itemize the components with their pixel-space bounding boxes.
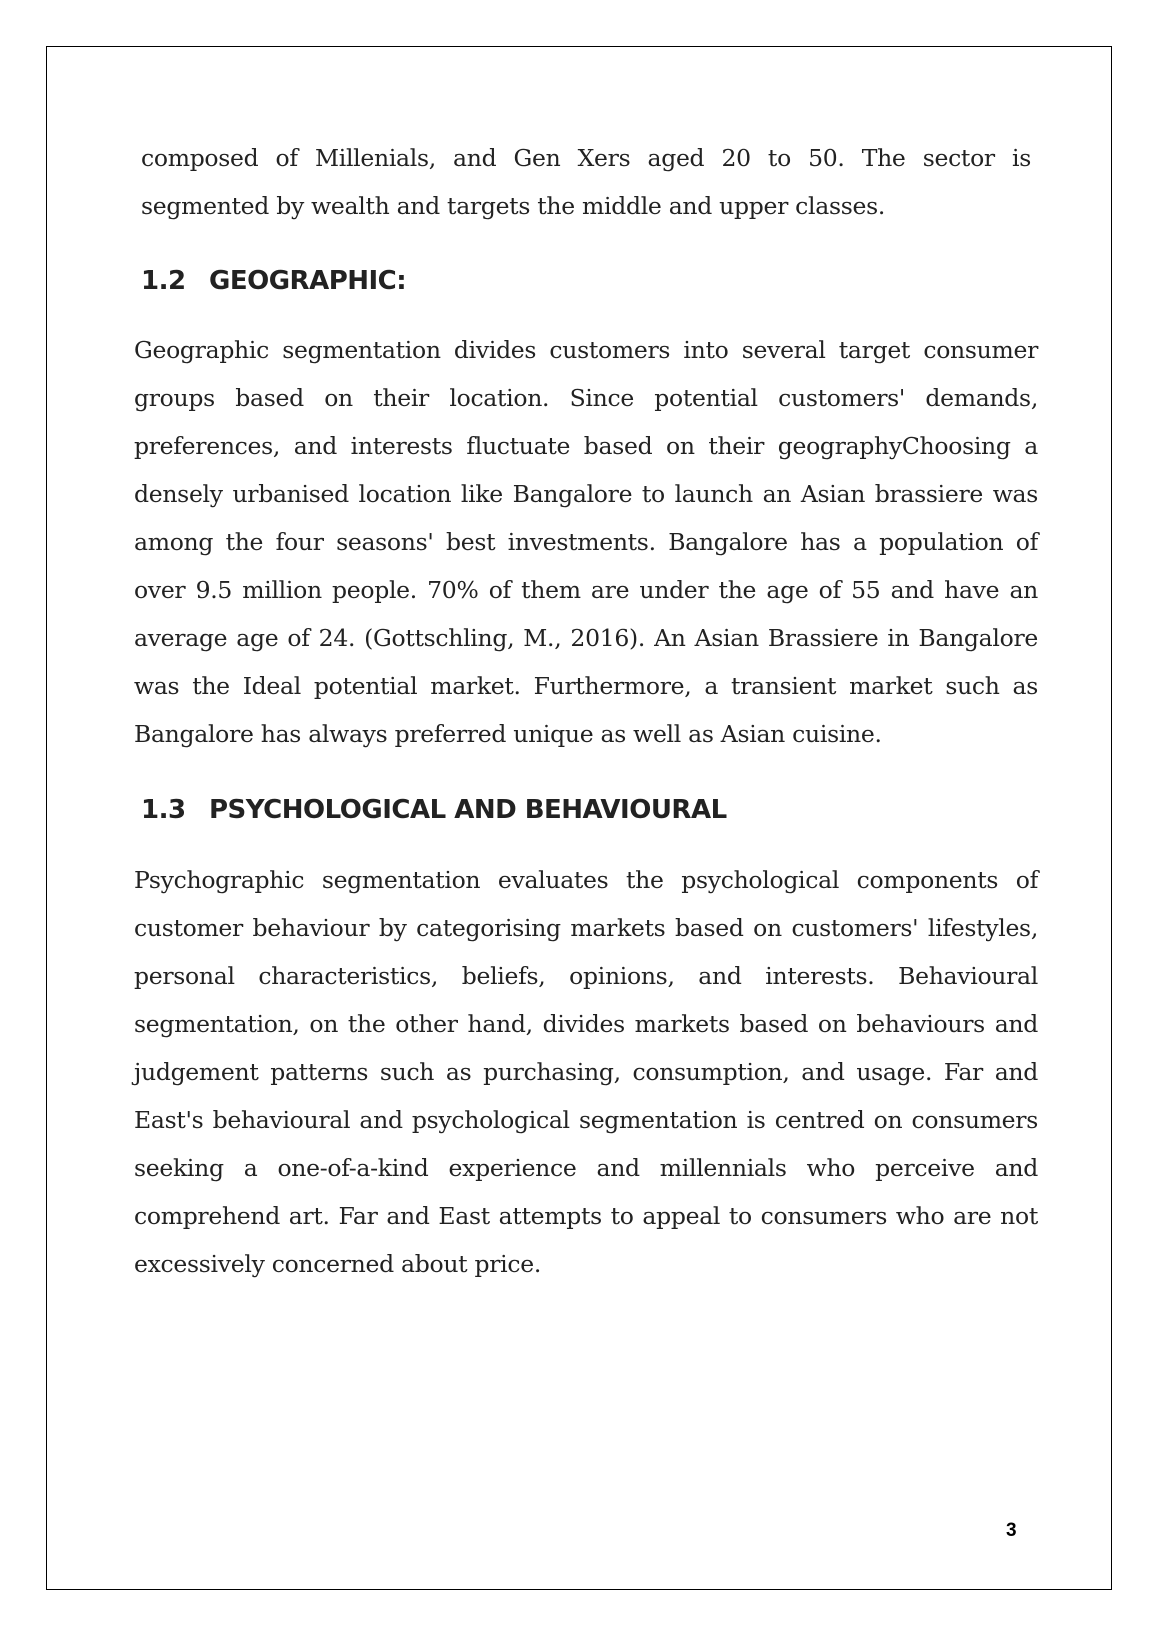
psychological-paragraph: Psychographic segmentation evaluates the psychological components of customer behaviour by categorising markets based on customers' lifestyles, personal characteristics, beliefs, opinions, and interests. Behavioural segmentation, on the other hand, divides markets based on behaviours and judgement patterns such as purchasing, consumption, and usage. Far and East's behavioural and psychological segmentation is centred on consumers seeking a one-of-a-kind experience and millennials who perceive and comprehend art. Far and East attempts to appeal to consumers who are not excessively concerned about price. <box>134 866 1038 1278</box>
section-title: PSYCHOLOGICAL AND BEHAVIOURAL <box>209 795 727 825</box>
intro-paragraph: composed of Millenials, and Gen Xers aged 20 to 50. The sector is segmented by wealth and targets the middle and upper classes. <box>141 144 1031 220</box>
section-heading-psychological <box>141 795 727 825</box>
section-title: GEOGRAPHIC: <box>209 266 407 296</box>
geographic-paragraph: Geographic segmentation divides customers into several target consumer groups based on their location. Since potential customers' demands, preferences, and interests fluctuate based on their geographyChoosing a densely urbanised location like Bangalore to launch an Asian brassiere was among the four seasons' best investments. Bangalore has a population of over 9.5 million people. 70% of them are under the age of 55 and have an average age of 24. (Gottschling, M., 2016). An Asian Brassiere in Bangalore was the Ideal potential market. Furthermore, a transient market such as Bangalore has always preferred unique as well as Asian cuisine. <box>134 336 1038 748</box>
page-number: 3 <box>1006 1520 1017 1541</box>
section-heading-geographic <box>141 266 406 296</box>
section-number: 1.2 <box>141 266 186 296</box>
section-number: 1.3 <box>141 795 186 825</box>
